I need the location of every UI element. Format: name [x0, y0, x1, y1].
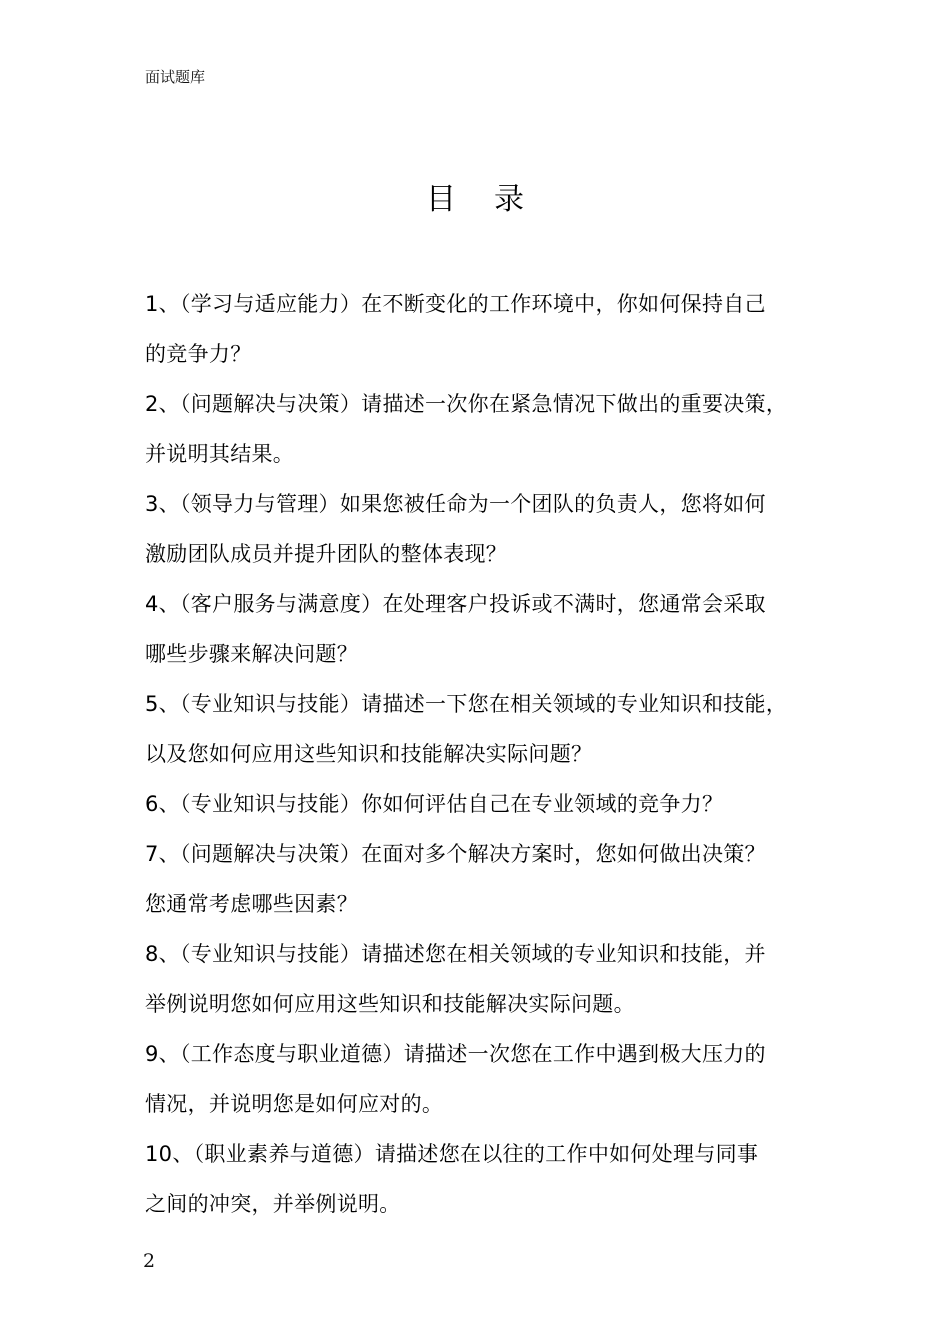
toc-item-6-line-1: 6、（专业知识与技能）你如何评估自己在专业领域的竞争力？ [145, 792, 724, 816]
toc-item-8 [145, 929, 825, 1029]
toc-item-8-line-1: 8、（专业知识与技能）请描述您在相关领域的专业知识和技能，并 [145, 942, 766, 966]
toc-item-4-line-2: 哪些步骤来解决问题？ [145, 642, 358, 666]
toc-title: 目录 [426, 182, 562, 217]
toc-item-3-line-2: 激励团队成员并提升团队的整体表现？ [145, 542, 508, 566]
toc-item-5-line-1: 5、（专业知识与技能）请描述一下您在相关领域的专业知识和技能， [145, 692, 788, 716]
toc-item-3-line-1: 3、（领导力与管理）如果您被任命为一个团队的负责人，您将如何 [145, 492, 766, 516]
toc-item-2-line-2: 并说明其结果。 [145, 442, 295, 466]
page-number: 2 [143, 1250, 156, 1272]
toc-item-7 [145, 829, 825, 929]
toc-item-4 [145, 579, 825, 679]
toc-item-9-line-2: 情况，并说明您是如何应对的。 [145, 1092, 444, 1116]
toc-item-9 [145, 1029, 825, 1129]
toc-item-10 [145, 1129, 825, 1229]
toc-item-3 [145, 479, 825, 579]
page-header: 面试题库 [145, 68, 206, 86]
table-of-contents [145, 279, 825, 1229]
toc-item-5-line-2: 以及您如何应用这些知识和技能解决实际问题？ [145, 742, 593, 766]
toc-item-2 [145, 379, 825, 479]
toc-item-9-line-1: 9、（工作态度与职业道德）请描述一次您在工作中遇到极大压力的 [145, 1042, 766, 1066]
toc-item-4-line-1: 4、（客户服务与满意度）在处理客户投诉或不满时，您通常会采取 [145, 592, 766, 616]
toc-item-1 [145, 279, 825, 379]
toc-item-1-line-1: 1、（学习与适应能力）在不断变化的工作环境中，你如何保持自己 [145, 292, 766, 316]
toc-item-7-line-1: 7、（问题解决与决策）在面对多个解决方案时，您如何做出决策？ [145, 842, 766, 866]
toc-item-2-line-1: 2、（问题解决与决策）请描述一次你在紧急情况下做出的重要决策， [145, 392, 788, 416]
toc-item-10-line-1: 10、（职业素养与道德）请描述您在以往的工作中如何处理与同事 [145, 1142, 759, 1166]
toc-item-10-line-2: 之间的冲突，并举例说明。 [145, 1192, 401, 1216]
toc-item-1-line-2: 的竞争力？ [145, 342, 252, 366]
toc-item-7-line-2: 您通常考虑哪些因素？ [145, 892, 358, 916]
toc-item-5 [145, 679, 825, 779]
toc-item-6 [145, 779, 825, 829]
toc-item-8-line-2: 举例说明您如何应用这些知识和技能解决实际问题。 [145, 992, 635, 1016]
